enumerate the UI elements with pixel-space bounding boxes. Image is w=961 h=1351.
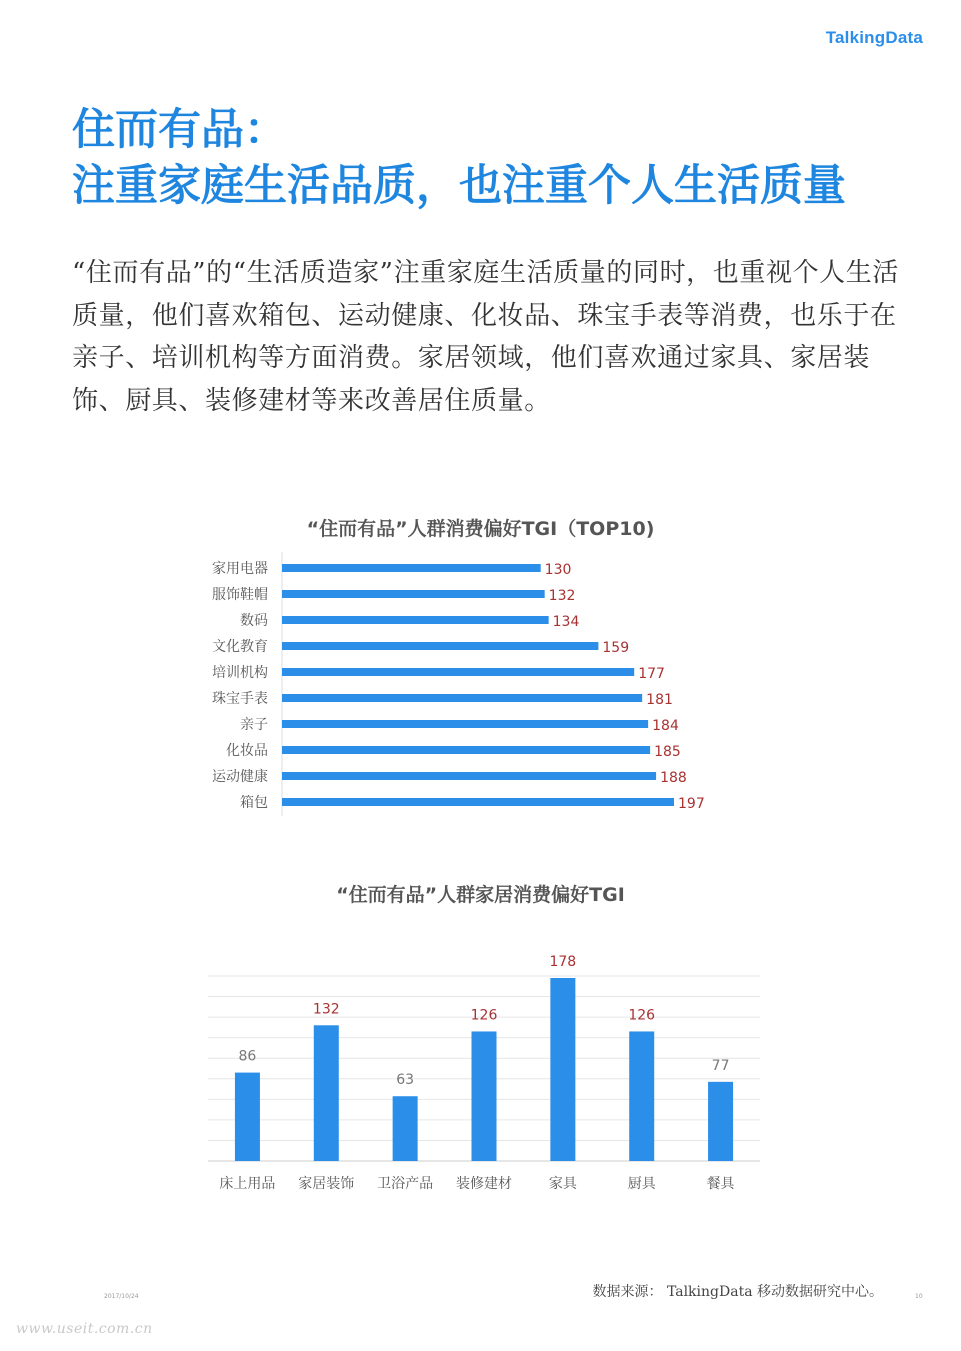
category-label: 培训机构 [212, 665, 268, 681]
bar [282, 616, 549, 624]
value-label: 77 [711, 1057, 730, 1074]
bar [282, 720, 648, 728]
category-label: 珠宝手表 [212, 691, 268, 707]
value-label: 132 [312, 1001, 340, 1018]
category-label: 餐具 [706, 1176, 735, 1192]
category-label: 厨具 [627, 1176, 656, 1192]
value-label: 181 [646, 692, 673, 708]
category-label: 家具 [548, 1176, 577, 1192]
value-label: 132 [548, 588, 576, 604]
bar [314, 1025, 339, 1161]
bar [282, 772, 656, 780]
chart2-title: “住而有品”人群家居消费偏好TGI [336, 884, 625, 906]
value-label: 134 [552, 614, 580, 630]
chart-home-tgi [0, 940, 961, 1210]
bar [393, 1096, 418, 1161]
value-label: 177 [638, 666, 665, 682]
bar [235, 1073, 260, 1161]
bar [282, 590, 545, 598]
value-label: 126 [628, 1007, 656, 1024]
category-label: 化妆品 [226, 743, 268, 759]
value-label: 184 [652, 718, 679, 734]
category-label: 文化教育 [212, 639, 268, 655]
chart-consumption-tgi [0, 550, 961, 820]
data-source: 数据来源： TalkingData 移动数据研究中心。 [592, 1284, 883, 1300]
category-label: 卫浴产品 [377, 1176, 434, 1192]
bar [282, 668, 634, 676]
bar [282, 798, 674, 806]
category-label: 箱包 [240, 795, 268, 811]
value-label: 197 [678, 796, 705, 812]
watermark: www.useit.com.cn [16, 1321, 153, 1337]
category-label: 装修建材 [456, 1176, 512, 1192]
title-line-2: 注重家庭生活品质，也注重个人生活质量 [72, 161, 846, 211]
value-label: 185 [654, 744, 681, 760]
title-line-1: 住而有品： [72, 105, 287, 155]
category-label: 家用电器 [212, 561, 268, 577]
bar [550, 978, 575, 1161]
value-label: 63 [396, 1072, 415, 1089]
category-label: 家居装饰 [298, 1176, 355, 1192]
category-label: 床上用品 [219, 1176, 276, 1192]
chart1-title: “住而有品”人群消费偏好TGI（TOP10) [306, 518, 655, 540]
category-label: 服饰鞋帽 [212, 587, 268, 603]
category-label: 运动健康 [212, 769, 268, 785]
page-title [72, 102, 846, 214]
category-label: 数码 [240, 613, 268, 629]
category-label: 亲子 [240, 717, 268, 733]
intro-paragraph: “住而有品”的“生活质造家”注重家庭生活质量的同时，也重视个人生活质量，他们喜欢箱包、运动健康、化妆品、珠宝手表等消费，也乐于在亲子、培训机构等方面消费。家居领域，他们喜欢通过家具、家居装饰、厨具、装修建材等来改善居住质量。 [72, 258, 899, 416]
brand-logo: TalkingData [825, 28, 923, 47]
bar [472, 1031, 497, 1161]
value-label: 159 [602, 640, 630, 656]
bar [629, 1031, 654, 1161]
value-label: 126 [470, 1007, 498, 1024]
bar [282, 746, 650, 754]
value-label: 178 [549, 954, 577, 970]
value-label: 188 [660, 770, 687, 786]
page-number: 10 [915, 1293, 923, 1300]
footer-date: 2017/10/24 [104, 1293, 139, 1300]
value-label: 86 [238, 1048, 257, 1065]
bar [282, 642, 598, 650]
value-label: 130 [544, 562, 572, 578]
bar [282, 694, 642, 702]
bar [282, 564, 541, 572]
bar [708, 1082, 733, 1161]
